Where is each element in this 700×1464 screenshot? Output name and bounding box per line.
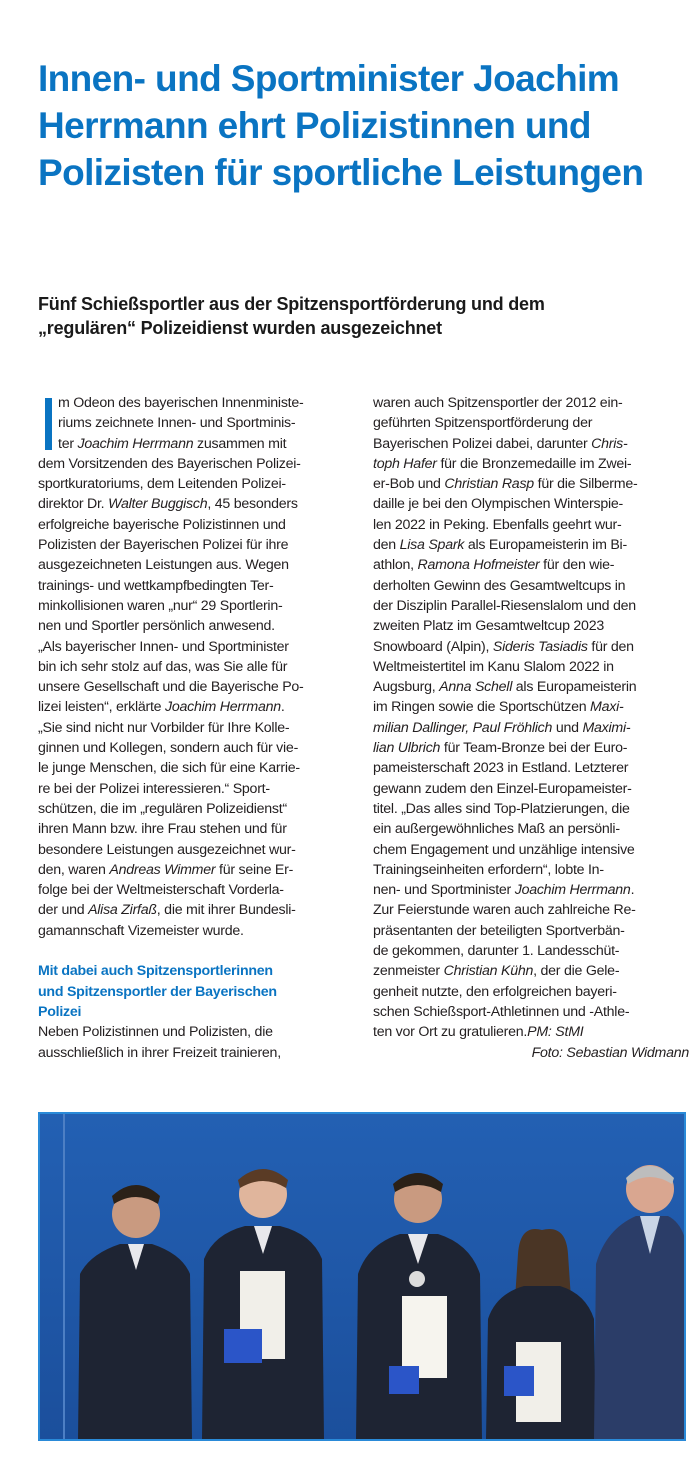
left-column (38, 393, 356, 1063)
text-line (38, 860, 356, 880)
person-name: Lisa Spark (399, 537, 465, 554)
text-line: Zur Feierstunde waren auch zahlreiche Re- (373, 902, 636, 919)
text-run: Bayerischen Polizei dabei, darunter (373, 435, 592, 452)
subtitle-line: Fünf Schießsportler aus der Spitzensportförderung und dem (38, 294, 545, 314)
section-subheading-line: Mit dabei auch Spitzensportlerinnen (38, 963, 273, 980)
award-ceremony-photo (38, 1112, 686, 1441)
person-name: Walter Buggisch (108, 496, 208, 513)
text-line: trainings- und wettkampfbedingten Ter- (38, 577, 274, 594)
text-line (373, 1022, 689, 1042)
press-release-credit: PM: StMI (527, 1024, 584, 1041)
text-run: den (373, 537, 400, 554)
text-line: derholten Gewinn des Gesamtweltcups in (373, 577, 626, 594)
text-line: folge bei der Weltmeisterschaft Vorderla- (38, 882, 284, 899)
text-run: der und (38, 902, 89, 919)
text-line: riums zeichnete Innen- und Sportminis- (58, 415, 296, 432)
person-name: Maxi- (590, 699, 624, 716)
text-run: Augsburg, (373, 679, 440, 696)
text-line (373, 535, 689, 555)
text-run: direktor Dr. (38, 496, 109, 513)
text-line: ginnen und Kollegen, sondern auch für vie- (38, 740, 299, 757)
text-run: für Team-Bronze bei der Euro- (440, 740, 628, 757)
person-name: Christian Kühn (443, 963, 534, 980)
text-line (373, 677, 689, 697)
text-line: präsentanten der beteiligten Sportverbän- (373, 922, 625, 939)
article-subtitle (38, 292, 678, 340)
text-run: , 45 besonders (207, 496, 298, 513)
text-line: gewann zudem den Einzel-Europameister- (373, 780, 632, 797)
text-run: im Ringen sowie die Sportschützen (373, 699, 591, 716)
photo-credit: Foto: Sebastian Widmann (531, 1044, 689, 1061)
text-run: nen- und Sportminister (373, 882, 515, 899)
text-line: ausschließlich in ihrer Freizeit trainieren, (38, 1044, 281, 1061)
person-name: Anna Schell (439, 679, 513, 696)
text-run: . (280, 699, 285, 716)
text-line: Polizisten der Bayerischen Polizei für ihre (38, 537, 289, 554)
text-line (373, 555, 689, 575)
text-line: pameisterschaft 2023 in Estland. Letzterer (373, 760, 629, 777)
text-line: geführten Spitzensportförderung der (373, 415, 593, 432)
text-line: der Disziplin Parallel-Riesenslalom und den (373, 597, 636, 614)
paragraph-gap (38, 941, 356, 961)
text-line: bin ich sehr stolz auf das, was Sie alle für (38, 658, 288, 675)
text-run: den, waren (38, 861, 110, 878)
text-line (38, 697, 356, 717)
text-line (38, 434, 356, 454)
person-name: Chris- (591, 435, 628, 452)
text-line: schützen, die im „regulären Polizeidienst“ (38, 800, 287, 817)
text-run: für seine Er- (215, 861, 294, 878)
text-line: titel. „Das alles sind Top-Platzierungen, die (373, 800, 630, 817)
person-name: milian Dallinger, Paul Fröhlich (373, 719, 553, 736)
text-run: für die Silberme- (533, 476, 638, 493)
text-line (373, 718, 689, 738)
text-line: len 2022 in Peking. Ebenfalls geehrt wur- (373, 516, 622, 533)
text-run: zusammen mit (193, 435, 287, 452)
text-line (38, 494, 356, 514)
text-line: erfolgreiche bayerische Polizistinnen und (38, 516, 286, 533)
text-line: nen und Sportler persönlich anwesend. (38, 618, 275, 635)
text-run: für den wie- (539, 557, 615, 574)
text-line (373, 637, 689, 657)
text-line (373, 880, 689, 900)
title-line: Herrmann ehrt Polizistinnen und (38, 105, 591, 146)
person-name: Ramona Hofmeister (417, 557, 540, 574)
text-line: waren auch Spitzensportler der 2012 ein- (373, 395, 623, 411)
text-line: daille je bei den Olympischen Winterspie- (373, 496, 623, 513)
text-run: er-Bob und (373, 476, 445, 493)
text-line: m Odeon des bayerischen Innenministe- (58, 395, 304, 411)
text-line (373, 434, 689, 454)
text-run: als Europameisterin (512, 679, 637, 696)
text-run: als Europameisterin im Bi- (464, 537, 627, 554)
text-run: , der die Gele- (533, 963, 620, 980)
photo-credit-line (373, 1043, 689, 1063)
subtitle-line: „regulären“ Polizeidienst wurden ausgezeichnet (38, 318, 442, 338)
text-line: le junge Menschen, die sich für eine Karrie- (38, 760, 300, 777)
article-title (38, 55, 688, 196)
text-line: dem Vorsitzenden des Bayerischen Polizei- (38, 455, 301, 472)
text-line: minkollisionen waren „nur“ 29 Sportlerin- (38, 597, 283, 614)
title-line: Innen- und Sportminister Joachim (38, 58, 620, 99)
text-line: genheit nutzte, den erfolgreichen bayeri- (373, 983, 617, 1000)
text-line: zweiten Platz im Gesamtweltcup 2023 (373, 618, 604, 635)
text-line: „Als bayerischer Innen- und Sportminister (38, 638, 289, 655)
text-line: „Sie sind nicht nur Vorbilder für Ihre Kolle- (38, 719, 290, 736)
person-name: Joachim Herrmann (165, 699, 281, 716)
text-line: schen Schießsport-Athletinnen und -Athle- (373, 1003, 630, 1020)
person-name: lian Ulbrich (373, 740, 441, 757)
text-line (373, 961, 689, 981)
text-line: gamannschaft Vizemeister wurde. (38, 922, 244, 939)
text-line (373, 738, 689, 758)
text-run: athlon, (373, 557, 418, 574)
text-line: chem Engagement und unzählige intensive (373, 841, 635, 858)
text-run: und (552, 719, 583, 736)
text-run: . (630, 882, 635, 899)
person-name: Christian Rasp (444, 476, 534, 493)
person-name: Andreas Wimmer (109, 861, 216, 878)
text-run: Snowboard (Alpin), (373, 638, 493, 655)
photo-illustration (40, 1114, 684, 1439)
text-line: unsere Gesellschaft und die Bayerische Po- (38, 679, 304, 696)
text-line: re bei der Polizei interessieren.“ Sport- (38, 780, 270, 797)
text-line: ihren Mann bzw. ihre Frau stehen und für (38, 821, 287, 838)
person-name: Maximi- (582, 719, 631, 736)
section-subheading-line: und Spitzensportler der Bayerischen (38, 983, 277, 1000)
text-line (373, 697, 689, 717)
text-line: ausgezeichneten Leistungen aus. Wegen (38, 557, 289, 574)
text-line: Weltmeistertitel im Kanu Slalom 2022 in (373, 658, 614, 675)
text-line (373, 474, 689, 494)
text-run: für die Bronzemedaille im Zwei- (436, 455, 632, 472)
text-line: ein außergewöhnliches Maß an persönli- (373, 821, 620, 838)
text-line: de gekommen, darunter 1. Landesschüt- (373, 943, 620, 960)
text-run: ter (58, 435, 78, 452)
title-line: Polizisten für sportliche Leistungen (38, 152, 644, 193)
text-run: ten vor Ort zu gratulieren. (373, 1024, 528, 1041)
text-run: lizei leisten“, erklärte (38, 699, 166, 716)
text-run: , die mit ihrer Bundesli- (156, 902, 296, 919)
text-line: besondere Leistungen ausgezeichnet wur- (38, 841, 296, 858)
text-run: zenmeister (373, 963, 444, 980)
person-name: Joachim Herrmann (514, 882, 631, 899)
person-name: Joachim Herrmann (77, 435, 194, 452)
text-line: Trainingseinheiten erfordern“, lobte In- (373, 861, 604, 878)
text-line (373, 454, 689, 474)
person-name: Alisa Zirfaß (88, 902, 157, 919)
text-line (38, 900, 356, 920)
text-run: für den (587, 638, 634, 655)
text-line: sportkuratoriums, dem Leitenden Polizei- (38, 476, 286, 493)
person-name: toph Hafer (373, 455, 437, 472)
right-column (373, 393, 689, 1063)
person-name: Sideris Tasiadis (492, 638, 588, 655)
section-subheading-line: Polizei (38, 1003, 82, 1020)
text-line: Neben Polizistinnen und Polizisten, die (38, 1024, 273, 1041)
